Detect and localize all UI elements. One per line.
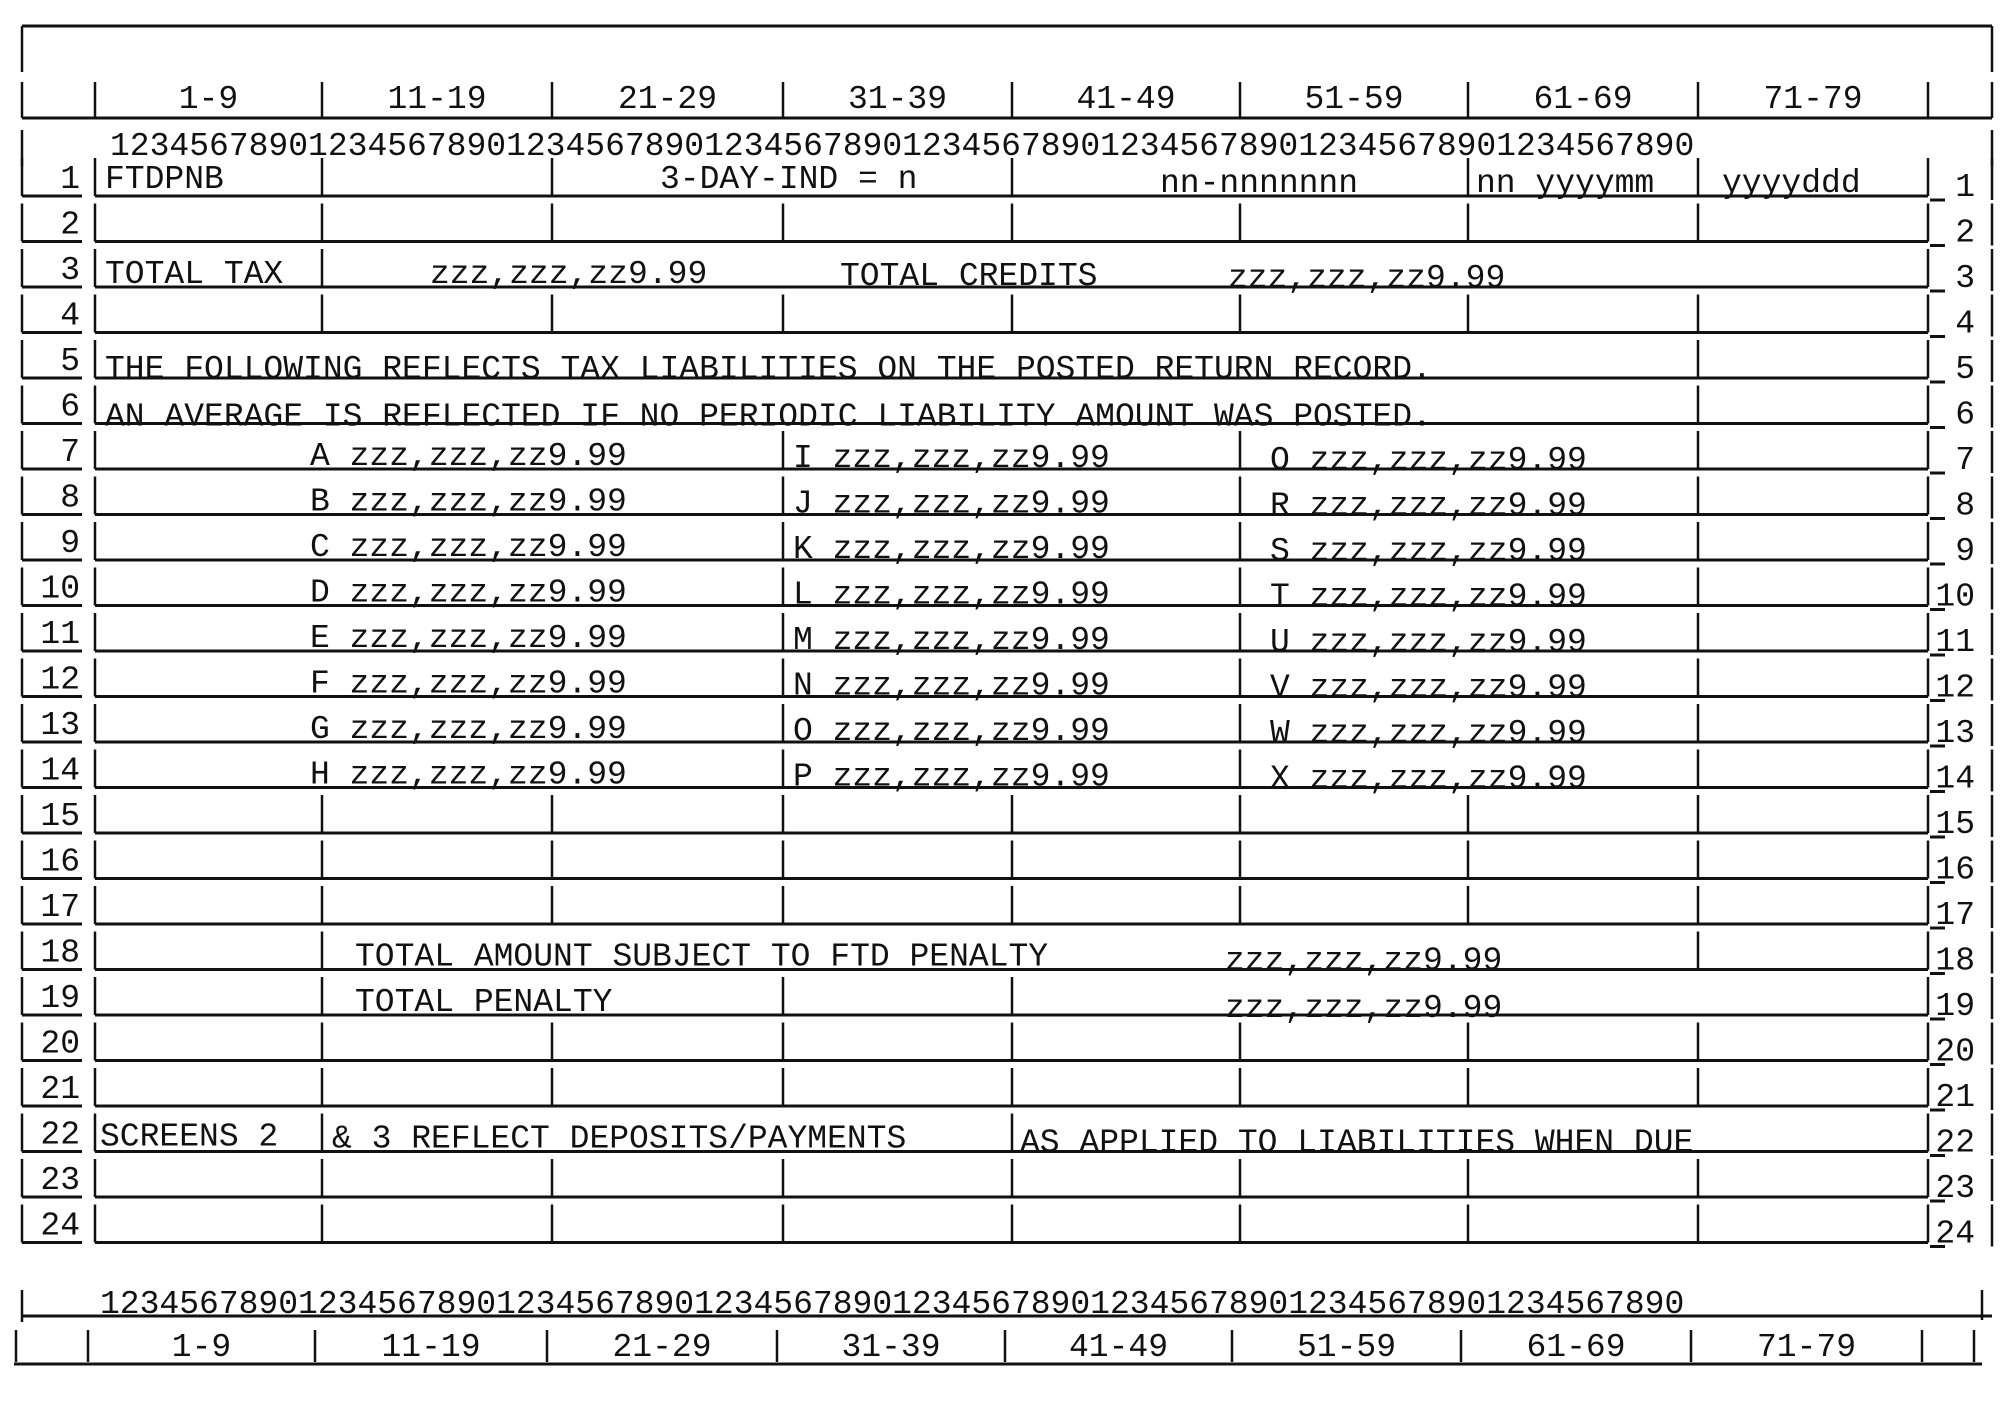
ruler-top-range-label: 1-9 [178, 81, 239, 118]
liability-amount-col3: X zzz,zzz,zz9.99 [1270, 760, 1587, 798]
tax-period-field: nn yyyymm [1476, 165, 1655, 202]
row-number-left: 3 [60, 252, 80, 289]
row-number-right: 4 [1955, 305, 1975, 343]
row-number-left: 19 [40, 980, 80, 1017]
row-number-left: 24 [40, 1207, 80, 1245]
row-number-right: 21 [1935, 1079, 1975, 1116]
ruler-top-range-label: 11-19 [387, 81, 487, 118]
row-number-right: 2 [1955, 214, 1975, 252]
liability-amount-col2: O zzz,zzz,zz9.99 [793, 713, 1110, 750]
row-number-left: 11 [40, 616, 80, 653]
ruler-bottom-range-label: 1-9 [171, 1329, 232, 1366]
liability-note-line-1: THE FOLLOWING REFLECTS TAX LIABILITIES ON THE POSTED RETURN RECORD. [105, 351, 1432, 388]
row-number-left: 1 [60, 161, 80, 198]
row-number-right: 10 [1935, 578, 1975, 616]
row-number-right: 24 [1935, 1215, 1975, 1253]
row-number-left: 6 [60, 388, 80, 426]
row-number-left: 20 [40, 1025, 80, 1063]
total-penalty-value: zzz,zzz,zz9.99 [1225, 990, 1503, 1027]
row-number-left: 2 [60, 206, 80, 244]
three-day-indicator: 3-DAY-IND = n [660, 161, 918, 198]
ruler-top-range-label: 61-69 [1533, 81, 1633, 118]
row-number-left: 13 [40, 707, 80, 744]
row-number-left: 9 [60, 525, 80, 562]
ruler-bottom-range-label: 51-59 [1296, 1329, 1397, 1366]
liability-amount-col3: S zzz,zzz,zz9.99 [1270, 533, 1587, 570]
total-credits-label: TOTAL CREDITS [840, 258, 1098, 295]
ruler-bottom-range-label: 71-79 [1756, 1329, 1857, 1366]
ruler-top-range-label: 41-49 [1076, 81, 1176, 118]
liability-amount-col3: T zzz,zzz,zz9.99 [1270, 578, 1587, 616]
row-number-right: 19 [1935, 988, 1975, 1025]
row-number-right: 22 [1935, 1124, 1975, 1162]
row-number-right: 3 [1955, 260, 1975, 297]
row-number-right: 15 [1935, 806, 1975, 843]
liability-amount-col1: A zzz,zzz,zz9.99 [310, 438, 627, 475]
total-tax-value: zzz,zzz,zz9.99 [430, 256, 708, 293]
liability-amount-col3: W zzz,zzz,zz9.99 [1270, 715, 1587, 752]
ftd-penalty-subject-value: zzz,zzz,zz9.99 [1225, 942, 1503, 980]
row-number-right: 1 [1955, 169, 1975, 206]
total-credits-value: zzz,zzz,zz9.99 [1228, 260, 1506, 297]
row-number-right: 13 [1935, 715, 1975, 752]
row-number-right: 20 [1935, 1033, 1975, 1071]
row-number-left: 10 [40, 570, 80, 608]
screens-note-part-1: SCREENS 2 [100, 1118, 279, 1156]
ruler-top-range-label: 51-59 [1304, 81, 1404, 118]
liability-amount-col1: C zzz,zzz,zz9.99 [310, 529, 627, 566]
row-number-left: 16 [40, 843, 80, 881]
ruler-bottom-digits: 12345678901234567890123456789012345678901234567890123456789012345678901234567890 [100, 1286, 1685, 1323]
ruler-bottom-range-label: 31-39 [841, 1329, 941, 1366]
row-number-left: 18 [40, 934, 80, 972]
cycle-date-field: yyyyddd [1722, 165, 1861, 202]
liability-amount-col3: V zzz,zzz,zz9.99 [1270, 669, 1587, 707]
liability-amount-col1: B zzz,zzz,zz9.99 [310, 483, 627, 521]
total-penalty-label: TOTAL PENALTY [355, 984, 613, 1021]
layout-text [40, 81, 1975, 1366]
row-number-right: 14 [1935, 760, 1975, 798]
row-number-right: 23 [1935, 1170, 1975, 1207]
screens-note-part-3: AS APPLIED TO LIABILITIES WHEN DUE [1020, 1124, 1694, 1162]
row-number-left: 4 [60, 297, 80, 335]
row-number-left: 21 [40, 1071, 80, 1108]
ftd-penalty-subject-label: TOTAL AMOUNT SUBJECT TO FTD PENALTY [355, 938, 1049, 976]
row-number-right: 6 [1955, 396, 1975, 434]
liability-amount-col1: F zzz,zzz,zz9.99 [310, 665, 627, 703]
ruler-bottom-range-label: 61-69 [1526, 1329, 1626, 1366]
screen-id: FTDPNB [105, 161, 224, 198]
row-number-right: 11 [1935, 624, 1975, 661]
ruler-top-range-label: 71-79 [1763, 81, 1863, 118]
row-number-left: 5 [60, 343, 80, 380]
row-number-left: 12 [40, 661, 80, 699]
row-number-right: 16 [1935, 851, 1975, 889]
tin-field: nn-nnnnnnn [1160, 165, 1359, 202]
row-number-left: 8 [60, 479, 80, 517]
liability-amount-col1: H zzz,zzz,zz9.99 [310, 756, 627, 794]
ruler-top-digits: 12345678901234567890123456789012345678901234567890123456789012345678901234567890 [110, 128, 1695, 165]
liability-amount-col2: M zzz,zzz,zz9.99 [793, 622, 1110, 659]
liability-amount-col2: P zzz,zzz,zz9.99 [793, 758, 1110, 796]
ruler-bottom-range-label: 21-29 [612, 1329, 712, 1366]
row-number-left: 17 [40, 889, 80, 926]
liability-note-line-2: AN AVERAGE IS REFLECTED IF NO PERIODIC LIABILITY AMOUNT WAS POSTED. [105, 398, 1432, 436]
liability-amount-col2: K zzz,zzz,zz9.99 [793, 531, 1110, 568]
row-number-right: 8 [1955, 487, 1975, 525]
ruler-bottom-range-label: 11-19 [381, 1329, 481, 1366]
liability-amount-col3: U zzz,zzz,zz9.99 [1270, 624, 1587, 661]
liability-amount-col1: E zzz,zzz,zz9.99 [310, 620, 627, 657]
liability-amount-col1: D zzz,zzz,zz9.99 [310, 574, 627, 612]
row-number-right: 18 [1935, 942, 1975, 980]
row-number-right: 17 [1935, 897, 1975, 934]
ruler-top-range-label: 31-39 [847, 81, 948, 118]
liability-amount-col3: R zzz,zzz,zz9.99 [1270, 487, 1587, 525]
row-number-right: 7 [1955, 442, 1975, 479]
row-number-right: 9 [1955, 533, 1975, 570]
ruler-bottom-range-label: 41-49 [1068, 1329, 1169, 1366]
total-tax-label: TOTAL TAX [105, 256, 284, 293]
liability-amount-col2: L zzz,zzz,zz9.99 [793, 576, 1110, 614]
liability-amount-col3: O zzz,zzz,zz9.99 [1270, 442, 1587, 479]
liability-amount-col2: N zzz,zzz,zz9.99 [793, 667, 1110, 705]
row-number-left: 15 [40, 798, 80, 835]
liability-amount-col2: J zzz,zzz,zz9.99 [793, 485, 1110, 523]
liability-amount-col2: I zzz,zzz,zz9.99 [793, 440, 1110, 477]
row-number-left: 23 [40, 1162, 80, 1199]
screens-note-part-2: & 3 REFLECT DEPOSITS/PAYMENTS [332, 1120, 907, 1158]
row-number-right: 12 [1935, 669, 1975, 707]
row-number-left: 22 [40, 1116, 80, 1154]
row-number-left: 14 [40, 752, 80, 790]
ruler-top-range-label: 21-29 [617, 81, 718, 118]
row-number-right: 5 [1955, 351, 1975, 388]
row-number-left: 7 [60, 434, 80, 471]
liability-amount-col1: G zzz,zzz,zz9.99 [310, 711, 627, 748]
